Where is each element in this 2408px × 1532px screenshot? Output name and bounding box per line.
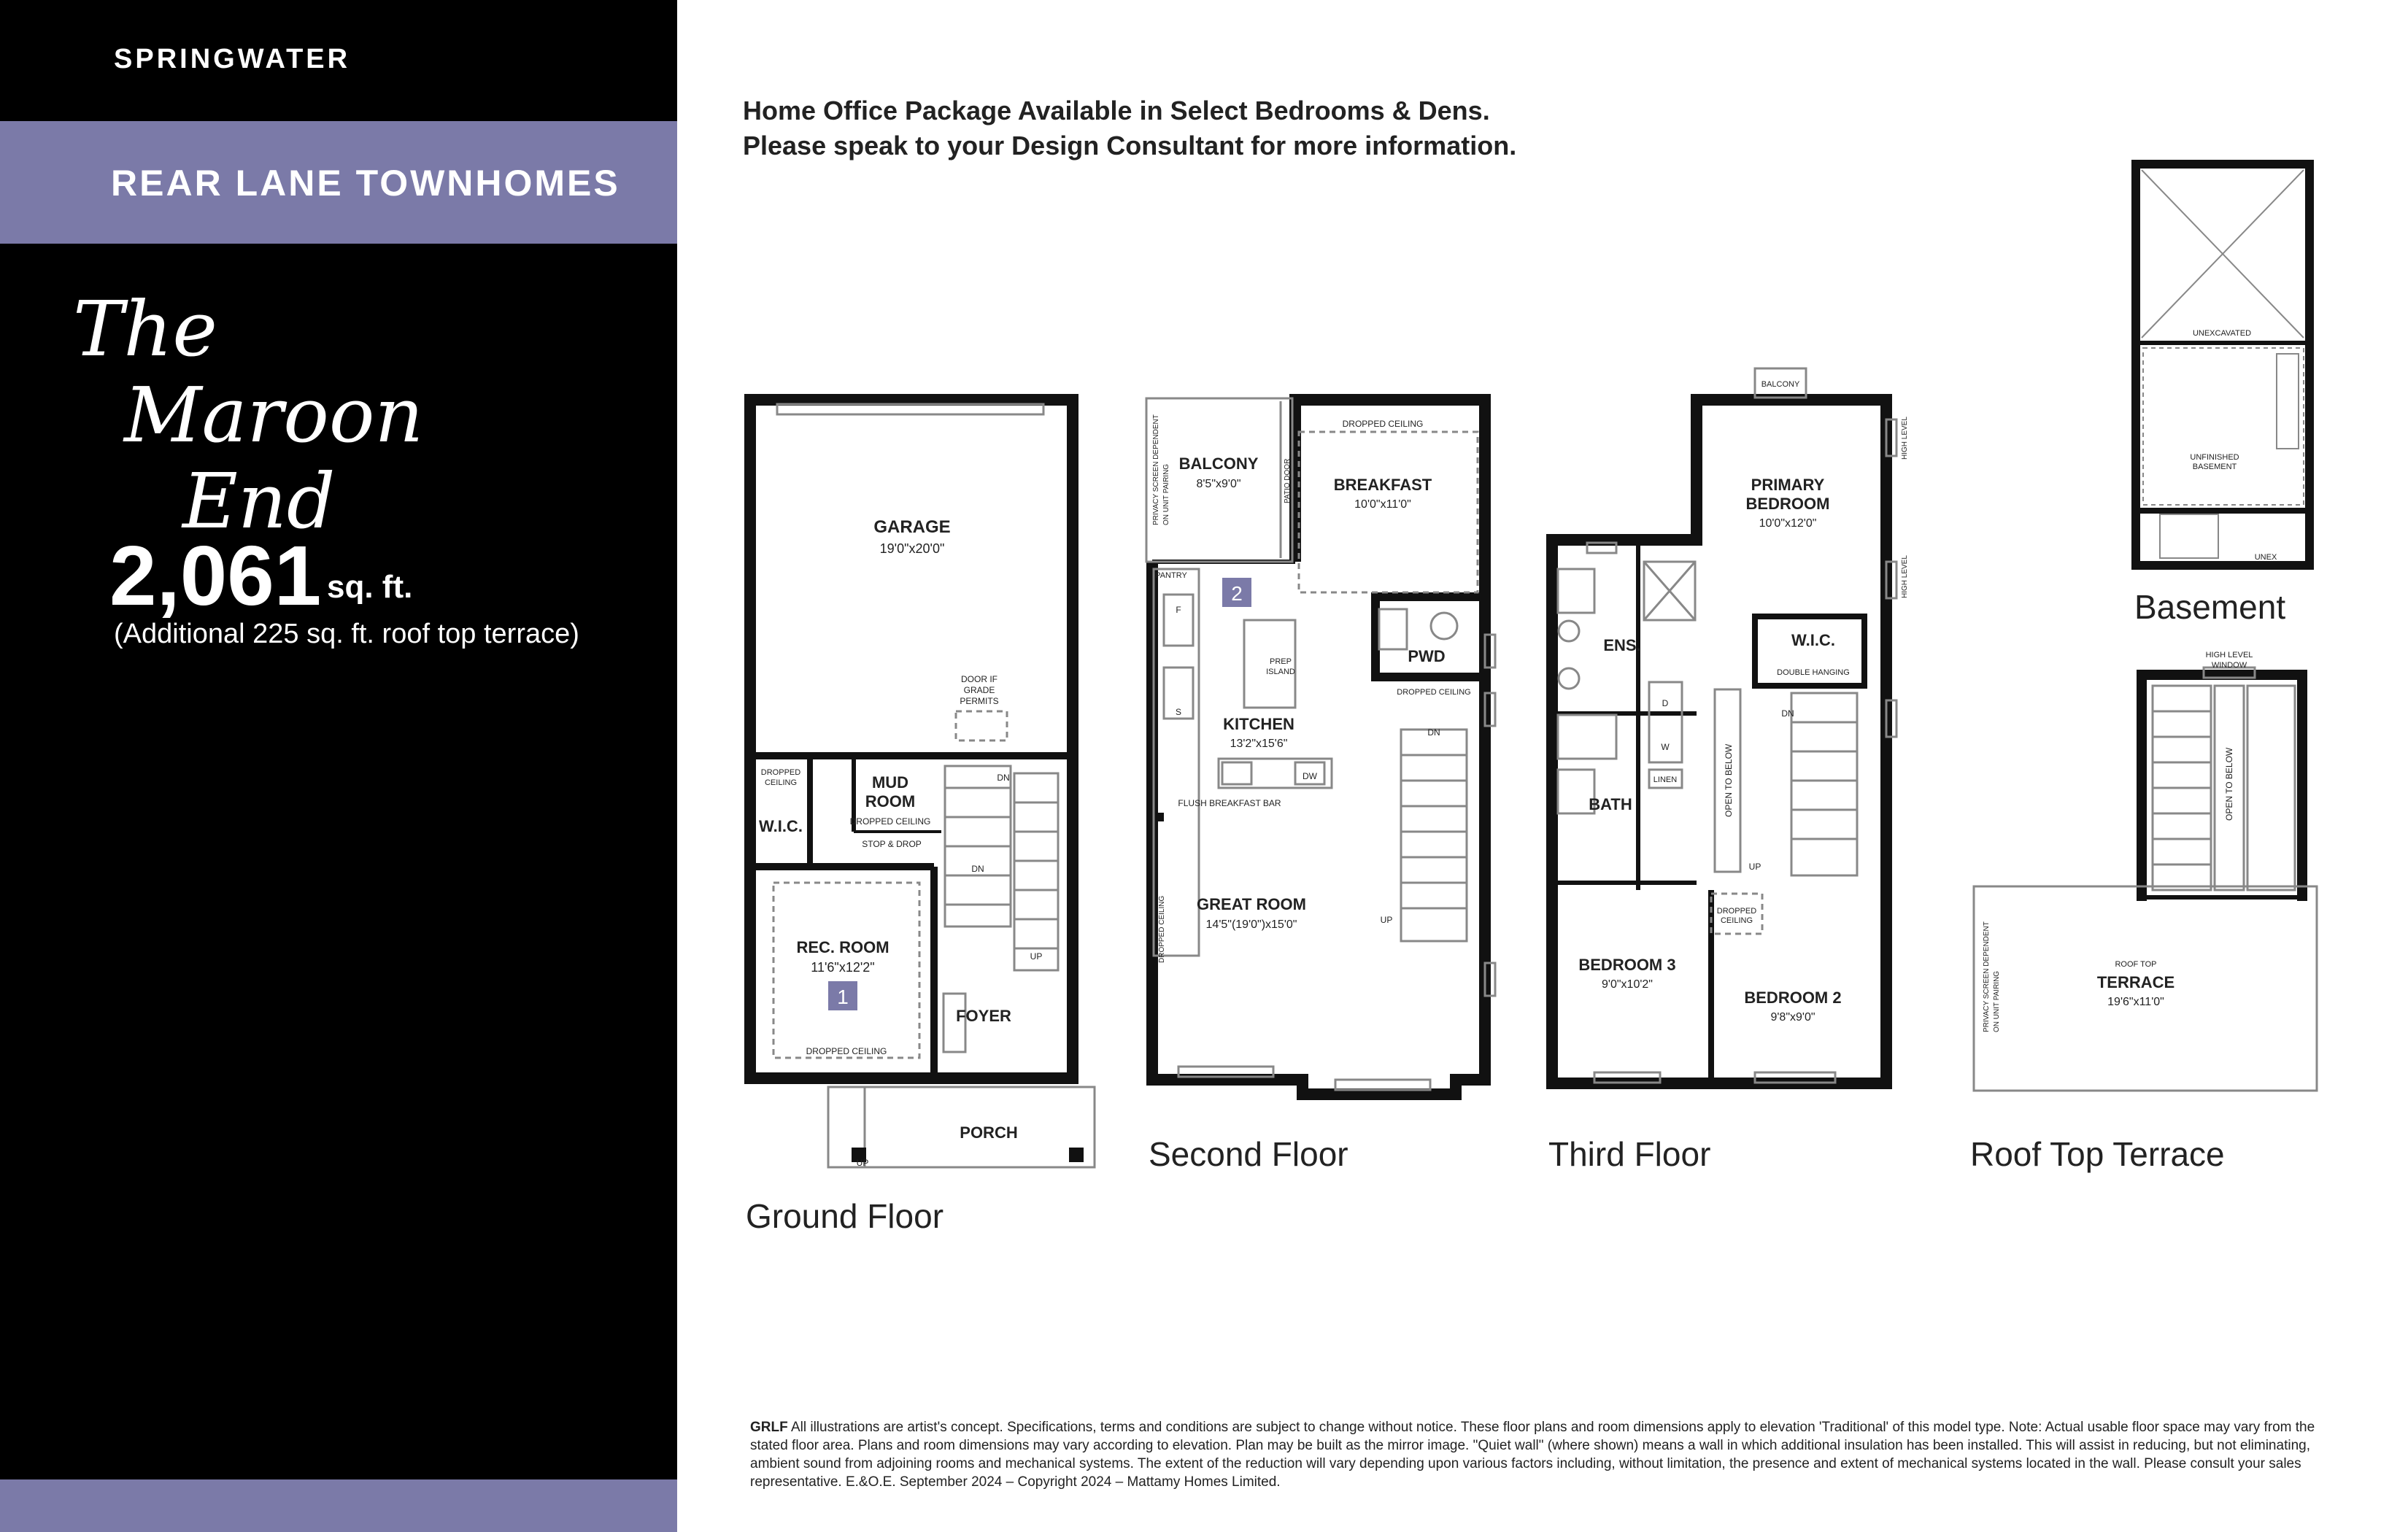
roof-open-below: OPEN TO BELOW <box>2224 747 2234 821</box>
bedroom-2-dimensions: 9'8"x9'0" <box>1770 1011 1815 1024</box>
third-floor-label: Third Floor <box>1548 1135 1711 1173</box>
model-name-line3: End <box>182 457 336 546</box>
garage-label: GARAGE <box>873 517 951 537</box>
washer-label: W <box>1661 742 1670 752</box>
third-wic-label: W.I.C. <box>1791 631 1835 649</box>
collection-title: REAR LANE TOWNHOMES <box>111 163 620 204</box>
home-office-notice <box>743 93 1516 163</box>
kitchen-dimensions: 13'2"x15'6" <box>1230 738 1288 750</box>
patio-door-label: PATIO DOOR <box>1284 458 1292 503</box>
dryer-label: D <box>1662 698 1669 708</box>
footer-band <box>0 1479 677 1532</box>
third-dn: DN <box>1781 708 1794 719</box>
unfinished-basement-2: BASEMENT <box>2192 463 2237 471</box>
door-note-3: PERMITS <box>960 696 999 706</box>
privacy-screen-1: PRIVACY SCREEN DEPENDENT <box>1152 414 1160 525</box>
prep-island-1: PREP <box>1270 657 1292 666</box>
porch-label: PORCH <box>960 1123 1018 1142</box>
third-up: UP <box>1748 862 1761 872</box>
privacy-screen-2: ON UNIT PAIRING <box>1162 463 1170 525</box>
third-open-below: OPEN TO BELOW <box>1724 743 1734 817</box>
third-dropped-2: CEILING <box>1720 916 1753 925</box>
sink-label: S <box>1175 707 1182 717</box>
second-dn: DN <box>1427 727 1440 738</box>
ground-up-1: UP <box>1030 951 1043 962</box>
breakfast-label: BREAKFAST <box>1333 476 1432 494</box>
ground-dn-2: DN <box>971 864 984 874</box>
square-footage-unit: sq. ft. <box>327 569 413 605</box>
unfinished-basement-1: UNFINISHED <box>2190 453 2239 462</box>
great-room-dimensions: 14'5"(19'0")x15'0" <box>1205 918 1297 931</box>
roof-privacy-2: ON UNIT PAIRING <box>1993 970 2001 1032</box>
roof-high-window-2: WINDOW <box>2211 661 2247 670</box>
mud-room-label-1: MUD <box>871 773 909 792</box>
community-name: SPRINGWATER <box>114 44 351 74</box>
breakfast-dropped: DROPPED CEILING <box>1342 419 1424 429</box>
terrace-dimensions: 19'6"x11'0" <box>2107 996 2164 1008</box>
garage-dimensions: 19'0"x20'0" <box>879 541 945 556</box>
balcony-dimensions: 8'5"x9'0" <box>1196 478 1241 490</box>
promo-line1: Home Office Package Available in Select Bedrooms & Dens. <box>743 96 1490 125</box>
terrace-area-note: (Additional 225 sq. ft. roof top terrace) <box>114 619 579 649</box>
mud-room-label-2: ROOM <box>865 792 916 811</box>
fridge-label: F <box>1176 605 1181 615</box>
prep-island-2: ISLAND <box>1266 668 1295 676</box>
primary-bedroom-label-1: PRIMARY <box>1751 476 1825 494</box>
second-floor-label: Second Floor <box>1149 1135 1348 1173</box>
dishwasher-label: DW <box>1303 771 1317 781</box>
powder-room-label: PWD <box>1408 647 1446 665</box>
pwd-dropped: DROPPED CEILING <box>1397 688 1471 697</box>
rec-room-label: REC. ROOM <box>796 938 890 956</box>
promo-line2: Please speak to your Design Consultant for more information. <box>743 131 1517 160</box>
foyer-label: FOYER <box>956 1007 1011 1025</box>
home-office-badge-2-number: 2 <box>1231 582 1243 605</box>
second-up: UP <box>1380 915 1393 925</box>
ground-floor-plan <box>737 394 1102 1189</box>
model-name-line2: Maroon <box>124 371 424 460</box>
door-note-1: DOOR IF <box>961 674 997 684</box>
flush-breakfast-bar: FLUSH BREAKFAST BAR <box>1178 798 1281 808</box>
basement-label: Basement <box>2134 588 2286 626</box>
roof-terrace-label: Roof Top Terrace <box>1970 1135 2225 1173</box>
third-high-window-1: HIGH LEVEL <box>1901 417 1909 460</box>
ground-dn-1: DN <box>997 773 1010 783</box>
bath-label: BATH <box>1589 795 1632 813</box>
square-footage: 2,061 <box>109 528 322 623</box>
home-office-badge-1-number: 1 <box>837 986 849 1008</box>
unexcavated-label: UNEXCAVATED <box>2192 329 2252 338</box>
bedroom-3-dimensions: 9'0"x10'2" <box>1602 978 1653 991</box>
stop-drop-label: STOP & DROP <box>862 839 922 849</box>
disclaimer-text: All illustrations are artist's concept. Specifications, terms and conditions are subject to change without notice. These floor plans and room dimensions apply to elevation 'Traditional' of this model type. Note: Actual usable floor space may vary from the stated floor area. Plans and room dimensions may vary according to elevation. Plan may be built as the mirror image. "Quiet wall" (where shown) means a wall in which additional insulation has been installed. This will assist in reducing, but not eliminating, ambient sound from adjoining rooms and mechanical systems. The extent of the reduction will vary depending upon various factors including, without limitation, the presence and extent of mechanical systems located in the wall. Please consult your sales representative. E.&O.E. September 2024 – Copyright 2024 – Mattamy Homes Limited. <box>750 1420 2315 1490</box>
roof-high-window-1: HIGH LEVEL <box>2205 651 2253 659</box>
basement-plan <box>2127 157 2317 580</box>
bedroom-2-label: BEDROOM 2 <box>1744 989 1842 1007</box>
roof-privacy-1: PRIVACY SCREEN DEPENDENT <box>1983 921 1991 1032</box>
terrace-label: TERRACE <box>2096 973 2175 991</box>
primary-bedroom-label-2: BEDROOM <box>1745 495 1830 513</box>
bedroom-3-label: BEDROOM 3 <box>1578 956 1676 974</box>
second-floor-plan <box>1142 394 1492 1116</box>
disclaimer-code: GRLF <box>750 1420 788 1435</box>
rec-room-dropped: DROPPED CEILING <box>806 1046 887 1056</box>
roof-terrace-plan <box>1967 646 2317 1105</box>
great-room-dropped: DROPPED CEILING <box>1158 895 1166 963</box>
kitchen-label: KITCHEN <box>1223 715 1294 733</box>
ground-wic-label: W.I.C. <box>759 817 803 835</box>
primary-bedroom-dimensions: 10'0"x12'0" <box>1759 517 1817 530</box>
third-dropped-1: DROPPED <box>1716 907 1757 916</box>
wic-dropped-1: DROPPED <box>760 768 801 777</box>
roof-top-label: ROOF TOP <box>2115 960 2157 969</box>
door-note-2: GRADE <box>963 685 995 695</box>
model-name <box>73 286 423 544</box>
mud-room-dropped: DROPPED CEILING <box>849 816 931 827</box>
breakfast-dimensions: 10'0"x11'0" <box>1354 498 1411 511</box>
third-high-window-2: HIGH LEVEL <box>1901 555 1909 598</box>
ground-floor-label: Ground Floor <box>746 1197 944 1235</box>
wic-dropped-2: CEILING <box>764 778 798 787</box>
legal-disclaimer <box>750 1418 2326 1491</box>
model-name-line1: The <box>73 285 217 374</box>
linen-label: LINEN <box>1653 775 1678 784</box>
double-hanging-label: DOUBLE HANGING <box>1777 668 1850 677</box>
ground-up-2: UP <box>856 1158 869 1168</box>
third-floor-plan <box>1543 365 1909 1102</box>
pantry-label: PANTRY <box>1155 571 1187 580</box>
ensuite-label: ENS. <box>1603 636 1641 654</box>
balcony-label: BALCONY <box>1178 454 1259 473</box>
great-room-label: GREAT ROOM <box>1197 895 1306 913</box>
unex-label: UNEX <box>2254 553 2277 562</box>
rec-room-dimensions: 11'6"x12'2" <box>811 960 875 975</box>
third-balcony-label: BALCONY <box>1761 380 1800 389</box>
